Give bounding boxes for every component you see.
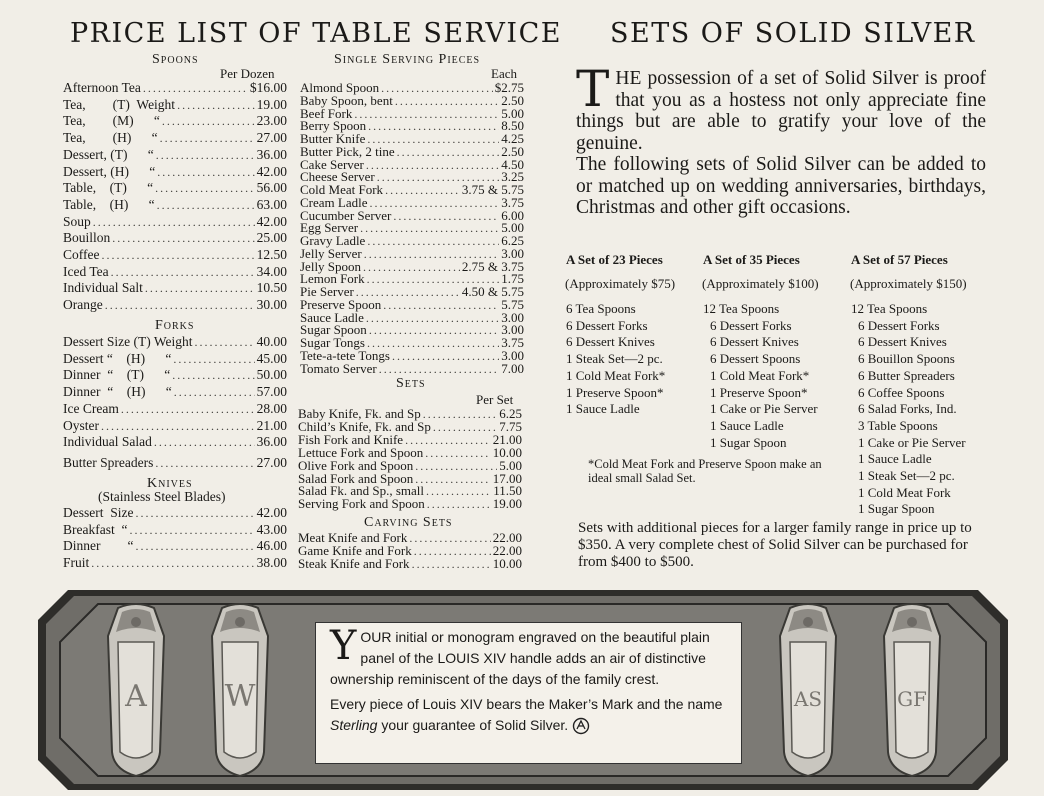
item-price: 17.00 — [492, 470, 522, 486]
item-price: 12.50 — [256, 247, 287, 262]
closing-text: Sets with additional pieces for a larger family range in price up to $350. A very complete chest of Solid Silver can be purchased for from $400 to $500. — [578, 520, 972, 570]
item-price: 3.75 & 5.75 — [461, 182, 524, 197]
price-row — [298, 498, 522, 511]
knives-subheading: (Stainless Steel Blades) — [98, 489, 226, 504]
dot-leader — [381, 82, 493, 95]
item-name: Tea, (M) “ — [63, 113, 160, 129]
item-price: 5.75 — [501, 296, 524, 312]
dot-leader — [414, 545, 491, 558]
item-price: 4.50 — [501, 156, 524, 172]
dot-leader — [369, 324, 499, 337]
item-price: 3.00 — [501, 322, 524, 338]
item-name: Butter Spreaders — [63, 455, 154, 470]
price-row — [63, 384, 287, 400]
solid-silver-title: SETS OF SOLID SILVER — [610, 18, 976, 49]
item-price: 1.75 — [501, 271, 524, 287]
item-price: 19.00 — [492, 496, 522, 512]
item-name: Fruit — [63, 555, 90, 571]
item-name: Dessert, (H) “ — [63, 163, 156, 179]
single-serving-heading: Single Serving Pieces — [334, 52, 481, 67]
item-name: Breakfast “ — [63, 521, 128, 537]
dot-leader — [111, 264, 255, 280]
set-item: 1 Cold Meat Fork* — [710, 367, 810, 383]
item-price: 21.00 — [492, 431, 522, 447]
item-price: 34.00 — [256, 263, 287, 279]
item-price: 45.00 — [256, 350, 287, 366]
set-item: 6 Tea Spoons — [566, 301, 636, 316]
item-name: Table, (H) “ — [63, 196, 155, 212]
item-price: 7.75 — [499, 418, 522, 434]
item-name: Iced Tea — [63, 263, 109, 279]
item-name: Egg Server — [300, 220, 359, 236]
item-price: 6.25 — [501, 233, 524, 248]
monogram-paragraph-1 — [330, 623, 730, 690]
price-row — [63, 418, 287, 434]
price-row — [63, 434, 287, 450]
price-row — [63, 401, 287, 417]
item-price: 10.50 — [256, 280, 287, 296]
monogram-letters: GF — [897, 687, 927, 711]
item-name: Almond Spoon — [300, 80, 380, 95]
set-item: 1 Cold Meat Fork* — [566, 367, 666, 383]
item-price: 6.25 — [499, 406, 522, 421]
monogram-text — [330, 623, 730, 736]
item-name: Sugar Spoon — [300, 322, 367, 338]
item-price: 3.75 — [501, 335, 524, 350]
dot-leader — [157, 164, 254, 180]
item-name: Tea, (T) Weight — [63, 96, 176, 112]
set-item: 12 Tea Spoons — [703, 301, 780, 316]
price-row — [63, 197, 287, 213]
price-row — [63, 147, 287, 163]
item-name: Oyster — [63, 417, 99, 433]
set-item: 1 Cake or Pie Server — [858, 434, 966, 450]
dot-leader — [135, 538, 254, 554]
dot-leader — [425, 447, 490, 460]
item-name: Lettuce Fork and Spoon — [298, 444, 424, 460]
forks-heading: Forks — [155, 318, 195, 333]
per-dozen-label: Per Dozen — [220, 66, 275, 81]
knives-heading: Knives — [147, 476, 193, 491]
set-price: (Approximately $100) — [702, 276, 819, 291]
item-price: 27.00 — [256, 130, 287, 146]
item-price: $16.00 — [249, 80, 287, 95]
item-price: 27.00 — [256, 455, 287, 470]
item-name: Pie Server — [300, 284, 354, 299]
each-label: Each — [491, 66, 517, 81]
item-name: Dessert Size (T) Weight — [63, 334, 193, 349]
set-item: 1 Sugar Spoon — [710, 434, 787, 450]
set-item: 1 Preserve Spoon* — [710, 384, 808, 400]
item-name: Berry Spoon — [300, 118, 367, 134]
item-name: Steak Knife and Fork — [298, 555, 410, 571]
item-price: 4.25 — [501, 131, 524, 146]
item-name: Salad Fork and Spoon — [298, 470, 414, 486]
dot-leader — [366, 159, 499, 172]
per-set-label: Per Set — [476, 392, 514, 407]
set-item: 6 Dessert Knives — [710, 334, 799, 350]
price-row — [63, 230, 287, 246]
price-row — [63, 247, 287, 263]
dot-leader — [154, 434, 255, 450]
set-title: A Set of 23 Pieces — [566, 252, 663, 267]
item-name: Child’s Knife, Fk. and Sp — [298, 418, 431, 434]
price-row — [63, 280, 287, 296]
price-row — [63, 505, 287, 521]
set-item: 1 Steak Set—2 pc. — [566, 351, 663, 367]
monogram-para1-text: OUR initial or monogram engraved on the beautiful plain panel of the LOUIS XIV handle adds an air of distinctive ownership reminiscent of the days of the family crest. — [330, 629, 710, 687]
dot-leader — [412, 558, 491, 571]
price-row — [63, 164, 287, 180]
dot-leader — [91, 555, 254, 571]
monogram-letters: W — [224, 679, 256, 714]
dot-leader — [427, 498, 491, 511]
item-price: 46.00 — [256, 538, 287, 554]
item-name: Serving Fork and Spoon — [298, 496, 425, 512]
dot-leader — [415, 460, 497, 473]
item-price: 42.00 — [256, 213, 287, 229]
item-price: 7.00 — [501, 360, 524, 376]
item-price: 36.00 — [256, 434, 287, 450]
item-name: Game Knife and Fork — [298, 542, 412, 558]
item-price: 3.75 — [501, 194, 524, 210]
item-name: Salad Fk. and Sp., small — [298, 483, 425, 499]
item-name: Butter Pick, 2 tine — [300, 143, 395, 159]
set-item: 6 Bouillon Spoons — [858, 351, 955, 367]
item-name: Cold Meat Fork — [300, 182, 384, 197]
dot-leader — [112, 230, 254, 246]
item-name: Gravy Ladle — [300, 233, 366, 248]
item-price: 42.00 — [256, 505, 287, 520]
dot-leader — [173, 351, 254, 367]
item-name: Orange — [63, 297, 103, 313]
item-price: 19.00 — [256, 96, 287, 112]
item-price: 4.50 & 5.75 — [461, 284, 524, 299]
dot-leader — [129, 522, 254, 538]
item-price: 10.00 — [492, 444, 522, 460]
price-row — [63, 522, 287, 538]
item-price: 5.00 — [501, 105, 524, 121]
set-item: 6 Dessert Spoons — [710, 351, 801, 367]
dot-leader — [145, 280, 255, 296]
price-row — [63, 80, 287, 96]
item-name: Baby Spoon, bent — [300, 92, 393, 108]
dot-leader — [367, 235, 499, 248]
price-list-title: PRICE LIST OF TABLE SERVICE — [70, 18, 562, 49]
monogram-para2-a: Every piece of Louis XIV bears the Maker’s Mark and the name — [330, 696, 723, 712]
item-price: 5.00 — [501, 220, 524, 236]
set-item: 6 Dessert Knives — [566, 334, 655, 350]
dot-leader — [354, 108, 499, 121]
item-name: Dinner “ (H) “ — [63, 384, 172, 400]
set-item: 6 Dessert Forks — [566, 317, 648, 333]
price-row — [63, 180, 287, 196]
dot-leader — [93, 214, 255, 230]
intro-text-2: The following sets of Solid Silver can be added to or matched up on wedding anniversaries, birthdays, Christmas and other gift occasions. — [576, 154, 986, 218]
item-price: 57.00 — [256, 384, 287, 400]
price-row — [63, 538, 287, 554]
dot-leader — [135, 505, 254, 521]
dot-leader — [379, 363, 500, 376]
item-name: Lemon Fork — [300, 271, 365, 287]
item-name: Ice Cream — [63, 400, 119, 416]
footnote: *Cold Meat Fork and Preserve Spoon make an ideal small Salad Set. — [588, 457, 822, 485]
dot-leader — [172, 367, 254, 383]
item-price: 8.50 — [501, 118, 524, 134]
item-name: Afternoon Tea — [63, 80, 141, 95]
dot-leader — [409, 532, 490, 545]
silver-handle — [104, 602, 168, 778]
item-price: 3.00 — [501, 309, 524, 325]
set-item: 1 Preserve Spoon* — [566, 384, 664, 400]
dot-leader — [160, 130, 255, 146]
spoons-heading: Spoons — [152, 52, 199, 67]
item-price: 2.75 & 3.75 — [461, 258, 524, 274]
price-row — [63, 97, 287, 113]
item-price: 42.00 — [256, 163, 287, 179]
item-price: 3.25 — [501, 169, 524, 185]
dot-leader — [415, 473, 491, 486]
dot-leader — [363, 261, 460, 274]
item-price: 3.00 — [501, 347, 524, 363]
set-title: A Set of 57 Pieces — [851, 252, 948, 267]
item-price: 5.00 — [499, 457, 522, 473]
price-row — [300, 360, 524, 376]
item-name: Jelly Spoon — [300, 258, 362, 274]
monogram-para2-b: your guarantee of Solid Silver. — [377, 717, 569, 733]
dot-leader — [174, 384, 255, 400]
price-row — [63, 130, 287, 146]
dot-leader — [177, 97, 255, 113]
item-name: Meat Knife and Fork — [298, 530, 408, 545]
item-name: Cucumber Server — [300, 207, 392, 223]
item-price: 30.00 — [256, 297, 287, 313]
set-item: 1 Sugar Spoon — [858, 501, 935, 517]
set-price: (Approximately $150) — [850, 276, 967, 291]
monogram-letters: A — [125, 679, 147, 714]
item-price: 38.00 — [256, 555, 287, 571]
dot-leader — [366, 312, 499, 325]
makers-mark-icon — [572, 717, 590, 735]
set-item: 1 Cold Meat Fork — [858, 484, 951, 500]
item-price: 43.00 — [256, 521, 287, 537]
monogram-letters: AS — [793, 687, 823, 711]
item-name: Soup — [63, 213, 91, 229]
item-price: 3.00 — [501, 245, 524, 261]
price-row — [63, 367, 287, 383]
set-item: 6 Dessert Knives — [858, 334, 947, 350]
item-name: Cake Server — [300, 156, 364, 172]
set-item: 12 Tea Spoons — [851, 301, 928, 316]
item-price: 50.00 — [256, 367, 287, 383]
set-item: 1 Cake or Pie Server — [710, 401, 818, 417]
item-name: Table, (T) “ — [63, 180, 154, 196]
item-name: Dinner “ (T) “ — [63, 367, 171, 383]
carving-sets-heading: Carving Sets — [364, 515, 453, 530]
price-row — [63, 297, 287, 313]
monogram-dropcap: Y — [330, 623, 357, 669]
price-row — [298, 555, 522, 571]
item-price: 56.00 — [256, 180, 287, 196]
set-price: (Approximately $75) — [565, 276, 676, 291]
dot-leader — [392, 350, 499, 363]
dot-leader — [423, 408, 497, 421]
item-name: Baby Knife, Fk. and Sp — [298, 406, 421, 421]
price-row — [63, 455, 287, 471]
item-name: Olive Fork and Spoon — [298, 457, 414, 473]
dot-leader — [157, 197, 255, 213]
set-item: 6 Dessert Forks — [710, 317, 792, 333]
item-name: Tete-a-tete Tongs — [300, 347, 390, 363]
item-name: Bouillon — [63, 230, 111, 246]
set-title: A Set of 35 Pieces — [703, 252, 800, 267]
item-price: 11.50 — [493, 483, 522, 499]
price-row — [63, 264, 287, 280]
silver-handle — [880, 602, 944, 778]
item-price: 10.00 — [492, 555, 522, 571]
item-name: Tea, (H) “ — [63, 130, 158, 146]
price-row — [63, 113, 287, 129]
item-price: 25.00 — [256, 230, 287, 246]
silver-handle — [776, 602, 840, 778]
dot-leader — [360, 222, 499, 235]
set-item: 1 Sauce Ladle — [566, 401, 640, 417]
item-name: Fish Fork and Knife — [298, 431, 404, 447]
item-price: 21.00 — [256, 417, 287, 433]
item-price: 63.00 — [256, 196, 287, 212]
item-name: Dessert “ (H) “ — [63, 350, 172, 366]
price-row — [63, 351, 287, 367]
item-price: 23.00 — [256, 113, 287, 129]
set-item: 1 Steak Set—2 pc. — [858, 468, 955, 483]
silver-handle — [208, 602, 272, 778]
dot-leader — [393, 210, 499, 223]
price-row — [63, 334, 287, 350]
dot-leader — [433, 421, 497, 434]
item-price: 22.00 — [492, 530, 522, 545]
sets-heading: Sets — [396, 376, 426, 391]
dot-leader — [105, 297, 255, 313]
item-name: Dessert Size — [63, 505, 134, 520]
set-item: 6 Salad Forks, Ind. — [858, 401, 957, 417]
dot-leader — [155, 180, 254, 196]
item-price: 22.00 — [492, 542, 522, 558]
item-price: 2.50 — [501, 92, 524, 108]
set-item: 6 Dessert Forks — [858, 317, 940, 333]
item-name: Butter Knife — [300, 131, 366, 146]
dot-leader — [156, 147, 255, 163]
set-item: 6 Coffee Spoons — [858, 384, 945, 400]
set-item: 6 Butter Spreaders — [858, 367, 955, 383]
intro-paragraph — [576, 60, 986, 219]
intro-dropcap: T — [576, 60, 610, 118]
price-row — [63, 555, 287, 571]
item-price: $2.75 — [494, 80, 524, 95]
monogram-paragraph-2 — [330, 694, 730, 736]
item-name: Coffee — [63, 247, 100, 262]
item-name: Dessert, (T) “ — [63, 146, 154, 162]
item-name: Sugar Tongs — [300, 335, 365, 350]
dot-leader — [385, 184, 460, 197]
item-name: Tomato Server — [300, 360, 377, 376]
dot-leader — [101, 418, 255, 434]
sterling-word: Sterling — [330, 717, 378, 733]
item-name: Jelly Server — [300, 245, 362, 261]
dot-leader — [143, 80, 248, 96]
dot-leader — [155, 455, 254, 471]
item-name: Cheese Server — [300, 169, 375, 185]
dot-leader — [195, 334, 255, 350]
set-item: 1 Sauce Ladle — [710, 417, 784, 433]
item-price: 28.00 — [256, 400, 287, 416]
price-row — [63, 214, 287, 230]
item-name: Cream Ladle — [300, 194, 368, 210]
item-name: Individual Salt — [63, 280, 143, 296]
set-item: 1 Sauce Ladle — [858, 451, 932, 467]
set-item: 3 Table Spoons — [858, 417, 938, 433]
dot-leader — [397, 146, 500, 159]
dot-leader — [383, 299, 499, 312]
dot-leader — [368, 120, 499, 133]
item-name: Sauce Ladle — [300, 309, 364, 325]
dot-leader — [426, 485, 491, 498]
item-price: 2.50 — [501, 143, 524, 159]
item-name: Beef Fork — [300, 105, 353, 121]
intro-text: HE possession of a set of Solid Silver is proof that you as a hostess not only appreciate fine things but are able to gratify your love of the genuine. — [576, 68, 986, 154]
item-price: 40.00 — [256, 334, 287, 349]
item-name: Preserve Spoon — [300, 296, 382, 312]
item-name: Individual Salad — [63, 434, 152, 450]
dot-leader — [121, 401, 255, 417]
dot-leader — [102, 247, 255, 263]
item-price: 36.00 — [256, 146, 287, 162]
item-price: 6.00 — [501, 207, 524, 223]
item-name: Dinner “ — [63, 538, 134, 554]
dot-leader — [395, 95, 499, 108]
dot-leader — [162, 113, 255, 129]
